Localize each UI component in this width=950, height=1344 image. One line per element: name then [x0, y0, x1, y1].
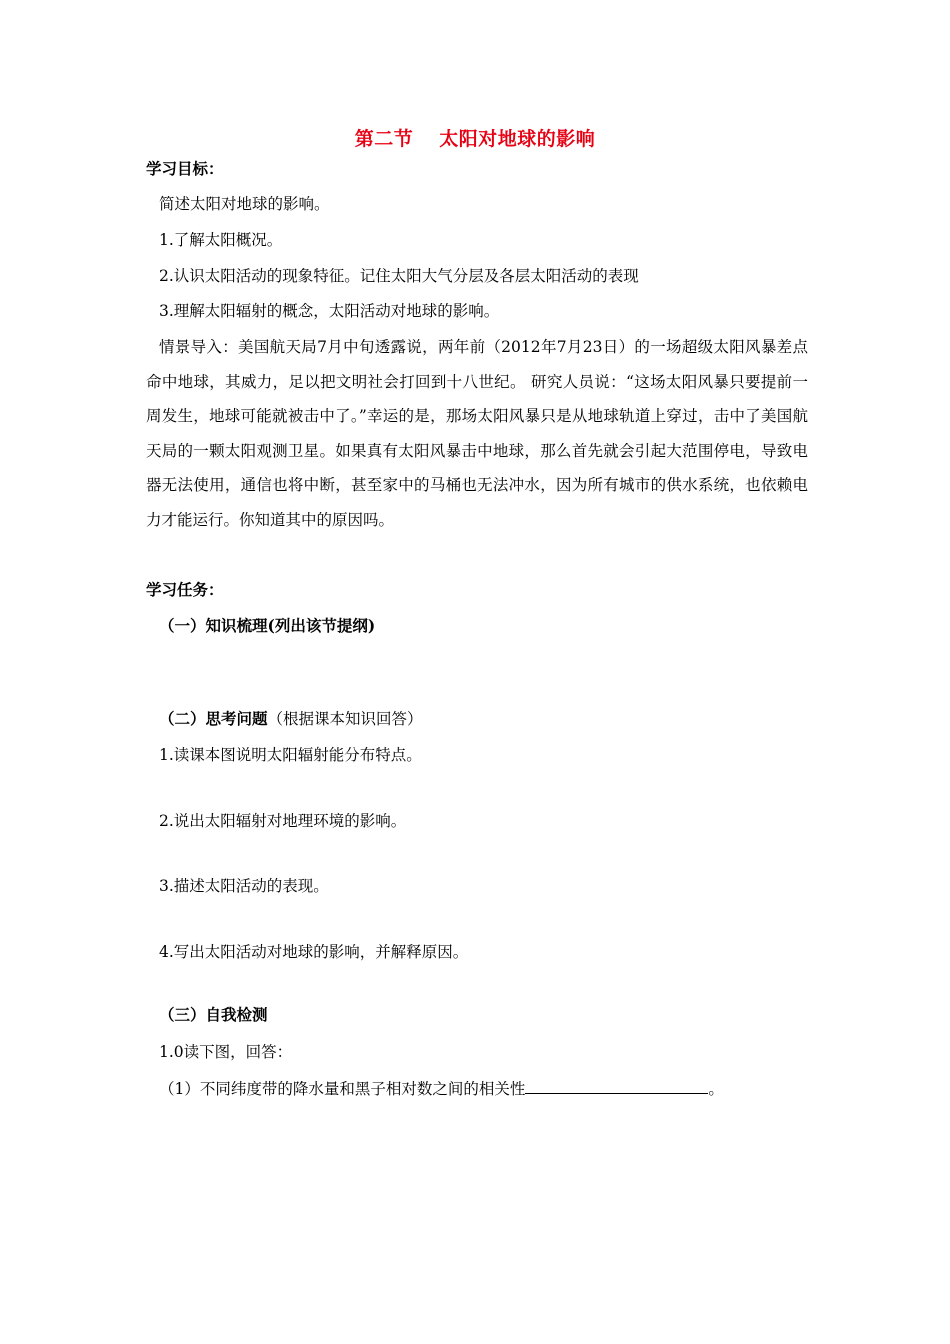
scenario-paragraph: 情景导入：美国航天局7月中旬透露说，两年前（2012年7月23日）的一场超级太阳风暴差点命中地球，其威力，足以把文明社会打回到十八世纪。 研究人员说：“这场太阳风暴只要提前一周发生，地球可能就被击中了。”幸运的是，那场太阳风暴只是从地球轨道上穿过，击中了美国航天局的一颗太阳观测卫星。如果真有太阳风暴击中地球，那么首先就会引起大范围停电，导致电器无法使用，通信也将中断，甚至家中的马桶也无法冲水，因为所有城市的供水系统，也依赖电力才能运行。你知道其中的原因吗。	[146, 338, 808, 529]
section-thinking-heading: （二）思考问题	[159, 709, 268, 728]
objective-item-2: 2.认识太阳活动的现象特征。记住太阳大气分层及各层太阳活动的表现	[159, 267, 639, 285]
section-thinking-note: （根据课本知识回答）	[267, 710, 423, 728]
section-thinking-questions	[159, 709, 423, 729]
section-knowledge-outline: （一）知识梳理(列出该节提纲)	[159, 616, 376, 635]
objectives-heading: 学习目标：	[146, 159, 224, 178]
objectives-intro: 简述太阳对地球的影响。	[159, 195, 330, 213]
answer-blank[interactable]	[525, 1077, 708, 1094]
section-self-check: （三）自我检测	[159, 1005, 268, 1024]
self-check-question-1: 1.0读下图，回答：	[159, 1043, 293, 1061]
tasks-heading: 学习任务：	[146, 580, 224, 599]
objective-item-1: 1.了解太阳概况。	[159, 231, 283, 249]
subquestion-end: 。	[708, 1080, 724, 1098]
title-text: 太阳对地球的影响	[439, 128, 596, 150]
page-title	[0, 124, 950, 151]
subquestion-text: （1）不同纬度带的降水量和黑子相对数之间的相关性	[159, 1080, 526, 1098]
question-1: 1.读课本图说明太阳辐射能分布特点。	[159, 746, 422, 764]
self-check-subquestion-1	[159, 1077, 724, 1099]
question-3: 3.描述太阳活动的表现。	[159, 877, 329, 895]
question-4: 4.写出太阳活动对地球的影响，并解释原因。	[159, 943, 469, 961]
question-2: 2.说出太阳辐射对地理环境的影响。	[159, 812, 407, 830]
objective-item-3: 3.理解太阳辐射的概念，太阳活动对地球的影响。	[159, 302, 500, 320]
title-section-number: 第二节	[354, 128, 414, 150]
